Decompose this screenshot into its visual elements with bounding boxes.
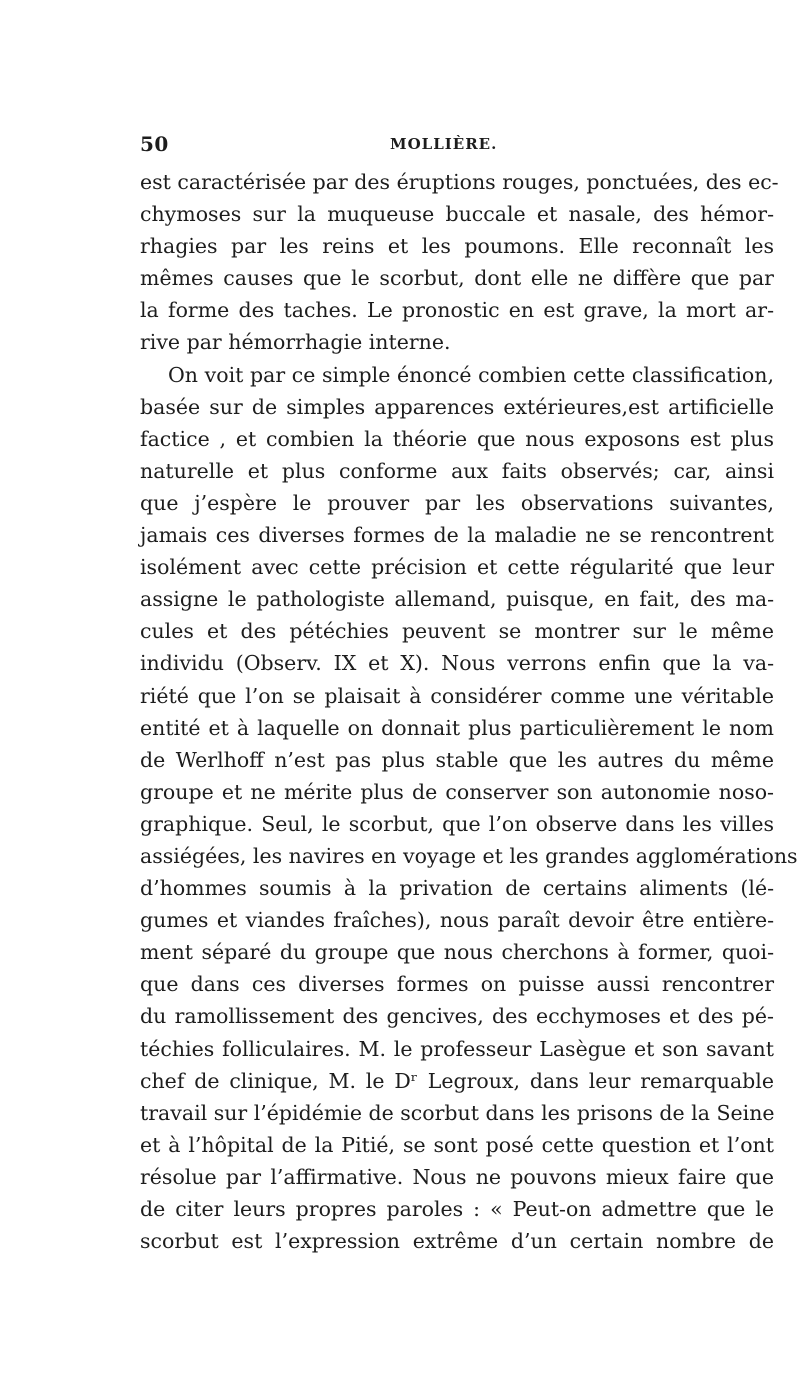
text-line: isolément avec cette précision et cette régularité que leur <box>140 555 774 580</box>
text-line: chymoses sur la muqueuse buccale et nasale, des hémor- <box>140 202 774 227</box>
text-line: rive par hémorrhagie interne. <box>140 330 451 355</box>
text-line: que dans ces diverses formes on puisse aussi rencontrer <box>140 972 774 997</box>
text-line: entité et à laquelle on donnait plus particulièrement le nom <box>140 715 774 740</box>
text-line: résolue par l’affirmative. Nous ne pouvons mieux faire que <box>140 1164 774 1189</box>
text-line: individu (Observ. IX et X). Nous verrons enfin que la va- <box>140 651 774 676</box>
text-line: assigne le pathologiste allemand, puisque, en fait, des ma- <box>140 587 774 612</box>
text-line: graphique. Seul, le scorbut, que l’on observe dans les villes <box>140 811 774 836</box>
text-line: factice , et combien la théorie que nous exposons est plus <box>140 426 774 451</box>
text-line: groupe et ne mérite plus de conserver son autonomie noso- <box>140 779 774 804</box>
text-line: riété que l’on se plaisait à considérer comme une véritable <box>140 683 774 708</box>
page-number: 50 <box>140 132 169 156</box>
text-line: de Werlhoff n’est pas plus stable que les autres du même <box>140 747 774 772</box>
text-line: basée sur de simples apparences extérieures,est artificielle <box>140 394 774 419</box>
page-header <box>140 132 700 162</box>
text-line: On voit par ce simple énoncé combien cette classification, <box>168 362 774 387</box>
text-line: cules et des pétéchies peuvent se montrer sur le même <box>140 619 774 644</box>
text-line: mêmes causes que le scorbut, dont elle ne diffère que par <box>140 266 774 291</box>
text-line: la forme des taches. Le pronostic en est grave, la mort ar- <box>140 298 774 323</box>
text-line: rhagies par les reins et les poumons. Elle reconnaît les <box>140 234 774 259</box>
text-line: d’hommes soumis à la privation de certains aliments (lé- <box>140 876 774 901</box>
text-line: naturelle et plus conforme aux faits observés; car, ainsi <box>140 458 774 483</box>
text-line: du ramollissement des gencives, des ecchymoses et des pé- <box>140 1004 774 1029</box>
text-line: ment séparé du groupe que nous cherchons à former, quoi- <box>140 940 774 965</box>
text-line: que j’espère le prouver par les observations suivantes, <box>140 490 774 515</box>
text-line: et à l’hôpital de la Pitié, se sont posé cette question et l’ont <box>140 1132 774 1157</box>
text-line: téchies folliculaires. M. le professeur Lasègue et son savant <box>140 1036 774 1061</box>
text-line: de citer leurs propres paroles : « Peut-on admettre que le <box>140 1197 774 1221</box>
text-line: scorbut est l’expression extrême d’un certain nombre de <box>140 1229 774 1254</box>
text-line: travail sur l’épidémie de scorbut dans les prisons de la Seine <box>140 1100 775 1125</box>
body-text <box>140 166 798 1257</box>
text-line: chef de clinique, M. le Dʳ Legroux, dans leur remarquable <box>140 1068 774 1093</box>
text-line: jamais ces diverses formes de la maladie ne se rencontrent <box>140 523 774 548</box>
running-head: MOLLIÈRE. <box>390 135 498 153</box>
text-line: est caractérisée par des éruptions rouges, ponctuées, des ec- <box>140 170 779 194</box>
text-line: assiégées, les navires en voyage et les grandes agglomérations <box>140 843 798 868</box>
text-line: gumes et viandes fraîches), nous paraît devoir être entière- <box>140 908 774 933</box>
